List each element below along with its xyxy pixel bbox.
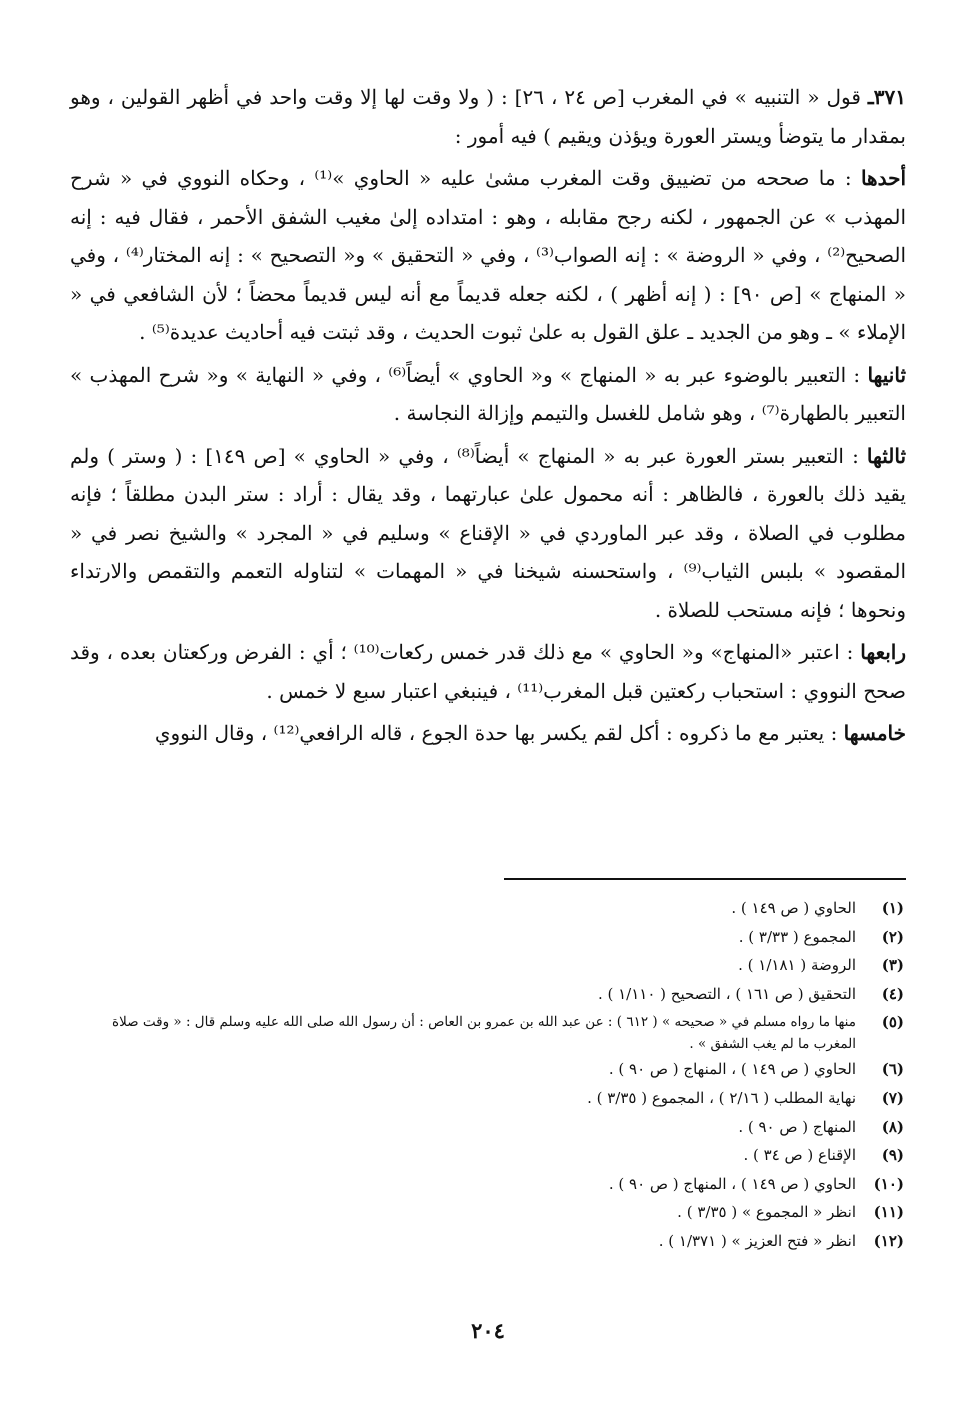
paragraph-text: : التعبير بالوضوء عبر به « المنهاج » و« الحاوي » أيضاً⁽⁶⁾ ، وفي « النهاية » و« شرح المهذب » التعبير بالطهارة⁽⁷⁾ ، وهو شامل للغسل والتيمم وإزالة النجاسة . <box>70 362 906 425</box>
footnote-number: (١٠) <box>873 1174 904 1193</box>
footnote-text: انظر « فتح العزيز » ( ١/٣٧١ ) . <box>658 1231 856 1250</box>
footnote-text: الحاوي ( ص ١٤٩ ) . <box>731 899 856 917</box>
footnote-number: (٣) <box>881 956 904 975</box>
footnote-item <box>70 1170 904 1199</box>
footnote-number: (١٢) <box>873 1231 904 1250</box>
paragraph-text: : يعتبر مع ما ذكروه : أكل لقم يكسر بها حدة الجوع ، قاله الرافعي⁽¹²⁾ ، وقال النووي <box>154 721 844 745</box>
footnote-number: (٨) <box>881 1117 904 1136</box>
footnote-text: الحاوي ( ص ١٤٩ ) ، المنهاج ( ص ٩٠ ) . <box>608 1174 856 1193</box>
footnote-number: (٥) <box>881 1013 904 1032</box>
body-paragraphs <box>70 78 906 868</box>
footnote-text: انظر « المجموع » ( ٣/٣٥ ) . <box>677 1203 856 1222</box>
footnote-item <box>70 1008 904 1055</box>
footnote-text: الروضة ( ١/١٨١ ) . <box>738 956 856 975</box>
footnote-item <box>70 1113 904 1142</box>
footnote-item <box>70 1227 904 1256</box>
point-heading: ثانيها <box>867 362 907 387</box>
footnote-text: المجموع ( ٣/٣٣ ) . <box>738 927 856 946</box>
issue-paragraph <box>70 78 906 155</box>
footnote-item <box>70 980 904 1009</box>
paragraph-text: قول « التنبيه » في المغرب [ص ٢٤ ، ٢٦] : ( ولا وقت لها إلا وقت واحد في أظهر القولين ، وهو بمقدار ما يتوضأ ويستر العورة ويؤذن ويقيم ) فيه أمور : <box>70 85 906 148</box>
paragraph-text: : اعتبر «المنهاج» و« الحاوي » مع ذلك قدر خمس ركعات⁽¹⁰⁾ ؛ أي : الفرض وركعتان بعده ، وقد صحح النووي : استحباب ركعتين قبل المغرب⁽¹¹⁾ ، فينبغي اعتبار سبع لا خمس . <box>70 640 906 703</box>
point-heading: أحدها <box>860 166 906 190</box>
footnote-item <box>70 894 904 923</box>
footnote-text: منها ما رواه مسلم في « صحيحه » ( ٦١٢ ) : عن عبد الله بن عمرو بن العاص : أن رسول الله صلى الله عليه وسلم قال : « وقت صلاة المغرب ما لم يغب الشفق » . <box>112 1014 856 1053</box>
footnote-number: (١١) <box>873 1203 904 1222</box>
point-four-paragraph <box>70 633 906 710</box>
footnote-item <box>70 951 904 980</box>
page-number: ٢٠٤ <box>471 1318 505 1343</box>
paragraph-text: : التعبير بستر العورة عبر به « المنهاج » أيضاً⁽⁸⁾ ، وفي « الحاوي » [ص ١٤٩] : ( وستر ) ولم يقيد ذلك بالعورة ، فالظاهر : أنه محمول علىٰ عبارتهما ، وقد يقال : أراد : ستر البدن مطلقاً ؛ فإنه مطلوب في الصلاة ، وقد عبر الماوردي في « الإقناع » وسليم في « المجرد » والشيخ نصر في « المقصود » بلبس الثياب⁽⁹⁾ ، واستحسنه شيخنا في « المهمات » لتناوله التعمم والتقمص والارتداء ونحوها ؛ فإنه مستحب للصلاة . <box>70 443 906 622</box>
footnote-text: التحقيق ( ص ١٦١ ) ، التصحيح ( ١/١١٠ ) . <box>597 984 856 1003</box>
footnote-item <box>70 1141 904 1170</box>
point-one-paragraph <box>70 159 906 352</box>
footnote-item <box>70 1198 904 1227</box>
paragraph-text: : ما صححه من تضييق وقت المغرب مشىٰ عليه « الحاوي »⁽¹⁾ ، وحكاه النووي في « شرح المهذب » عن الجمهور ، لكنه رجح مقابله ، وهو : امتداده إلىٰ مغيب الشفق الأحمر ، فقال فيه : إنه الصحيح⁽²⁾ ، وفي « الروضة » : إنه الصواب⁽³⁾ ، وفي « التحقيق » و« التصحيح » : إنه المختار⁽⁴⁾ ، وفي « المنهاج » [ص ٩٠] : ( إنه أظهر ) ، لكنه جعله قديماً مع أنه ليس قديماً محضاً ؛ لأن الشافعي في « الإملاء » ـ وهو من الجديد ـ علق القول به علىٰ ثبوت الحديث ، وقد ثبتت فيه أحاديث عديدة⁽⁵⁾ . <box>70 166 906 344</box>
footnotes <box>70 894 904 1256</box>
footnote-item <box>70 1055 904 1084</box>
point-three-paragraph <box>70 437 906 630</box>
footnote-text: المنهاج ( ص ٩٠ ) . <box>738 1117 856 1136</box>
point-two-paragraph <box>70 356 906 433</box>
footnote-item <box>70 1084 904 1113</box>
footnote-item <box>70 923 904 952</box>
footnote-number: (٦) <box>881 1060 904 1079</box>
issue-number: ٣٧١ـ <box>867 85 907 109</box>
footnote-number: (٢) <box>881 927 904 946</box>
footnote-number: (٧) <box>881 1088 904 1107</box>
footnote-number: (٤) <box>881 984 904 1003</box>
point-heading: رابعها <box>860 640 906 664</box>
footnote-number: (١) <box>881 899 904 917</box>
footnote-text: الإقناع ( ص ٣٤ ) . <box>743 1146 856 1165</box>
footnote-number: (٩) <box>881 1146 904 1165</box>
point-heading: ثالثها <box>866 443 907 468</box>
footnote-separator <box>504 878 906 880</box>
footnote-text: نهاية المطلب ( ٢/١٦ ) ، المجموع ( ٣/٣٥ ) . <box>587 1088 856 1107</box>
point-five-paragraph <box>70 714 906 753</box>
point-heading: خامسها <box>843 721 906 745</box>
footnote-text: الحاوي ( ص ١٤٩ ) ، المنهاج ( ص ٩٠ ) . <box>608 1060 856 1079</box>
main-text <box>70 78 906 868</box>
